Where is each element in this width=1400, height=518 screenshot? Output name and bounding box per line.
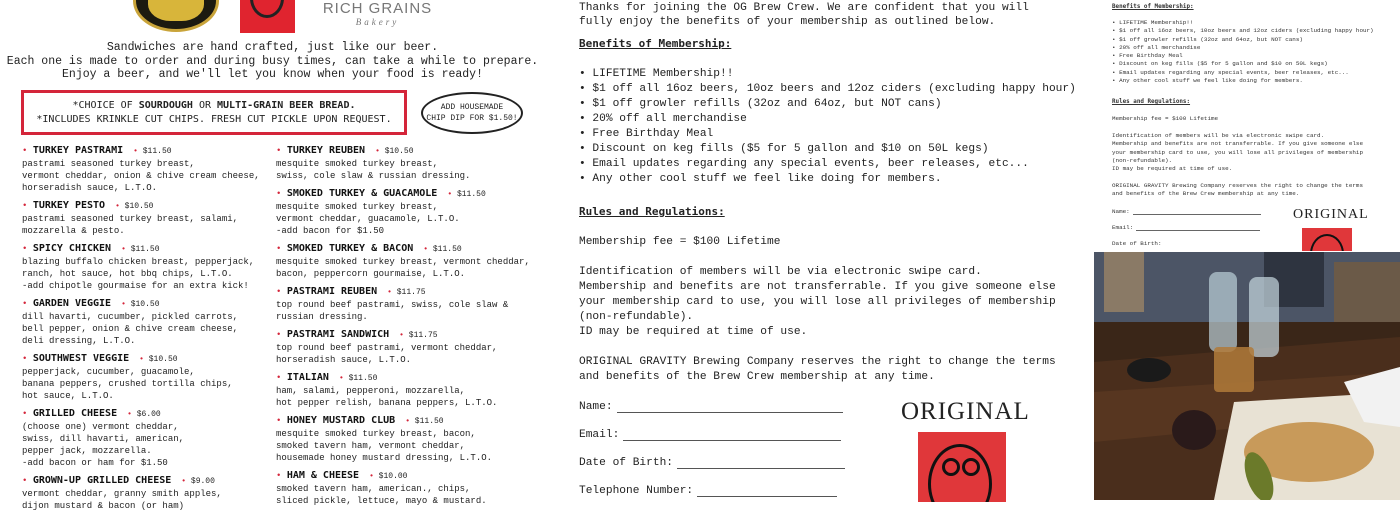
benefits-heading-small: Benefits of Membership: bbox=[1112, 4, 1194, 10]
bullet-icon: • bbox=[276, 244, 287, 254]
membership-fee: Membership fee = $100 Lifetime bbox=[579, 236, 781, 248]
menu-item-price: • $11.50 bbox=[423, 245, 461, 254]
menu-right-column bbox=[276, 145, 544, 513]
bread-notice bbox=[21, 90, 407, 135]
rules-heading: Rules and Regulations: bbox=[579, 205, 725, 218]
menu-item-price: • $10.00 bbox=[369, 472, 407, 481]
menu-item bbox=[22, 145, 284, 194]
menu-item-header bbox=[22, 243, 284, 256]
reserve-clause-small bbox=[1112, 182, 1363, 199]
email-line-small bbox=[1136, 224, 1260, 231]
dob-field[interactable] bbox=[677, 457, 845, 469]
benefit-item-small: • LIFETIME Membership!! bbox=[1112, 19, 1194, 26]
menu-item-description: smoked tavern ham, vermont cheddar, bbox=[276, 441, 466, 451]
menu-item-header bbox=[276, 372, 544, 385]
menu-intro bbox=[0, 41, 545, 82]
wallet bbox=[1127, 358, 1171, 382]
menu-item-price: • $10.50 bbox=[121, 300, 159, 309]
benefit-item: • Discount on keg fills ($5 for 5 gallon and $10 on 50L kegs) bbox=[579, 143, 989, 155]
bullet-icon: • bbox=[22, 244, 33, 254]
benefit-item: • $1 off growler refills (32oz and 64oz, but NOT cans) bbox=[579, 98, 942, 110]
menu-item-header bbox=[22, 353, 284, 366]
menu-item-name: GRILLED CHEESE bbox=[32, 408, 118, 419]
right-panel bbox=[1094, 0, 1400, 500]
og-logo-icon bbox=[918, 432, 1006, 502]
benefit-item-small: • $1 off all 16oz beers, 10oz beers and 12oz ciders (excluding happy hour) bbox=[1112, 27, 1374, 35]
menu-item-header bbox=[276, 145, 544, 158]
menu-item-name: PASTRAMI REUBEN bbox=[286, 286, 378, 297]
menu-item-description: -add bacon for $1.50 bbox=[276, 226, 385, 236]
menu-item bbox=[276, 145, 544, 182]
benefits-list bbox=[579, 67, 1076, 187]
menu-item bbox=[22, 353, 284, 402]
menu-item-description: mesquite smoked turkey breast, bacon, bbox=[276, 429, 476, 439]
menu-item-description: hot pepper relish, banana peppers, L.T.O. bbox=[276, 398, 498, 408]
menu-item-header bbox=[276, 243, 544, 256]
menu-item-description: mesquite smoked turkey breast, bbox=[276, 202, 439, 212]
menu-item bbox=[22, 408, 284, 469]
benefit-item: • LIFETIME Membership!! bbox=[579, 68, 734, 80]
menu-item-price: • $10.50 bbox=[139, 355, 177, 364]
menu-item-description: smoked tavern ham, american., chips, bbox=[276, 484, 471, 494]
menu-item bbox=[276, 372, 544, 409]
menu-item-description: russian dressing. bbox=[276, 312, 368, 322]
chip-dip-badge bbox=[421, 92, 523, 134]
bullet-icon: • bbox=[22, 299, 33, 309]
og-logo-icon-small bbox=[1302, 228, 1352, 251]
og-logo bbox=[240, 0, 295, 33]
menu-item-name: ITALIAN bbox=[286, 372, 329, 383]
rules-list-small bbox=[1112, 132, 1363, 173]
menu-item-description: vermont cheddar, onion & chive cream cheese, bbox=[22, 171, 260, 181]
menu-item bbox=[276, 243, 544, 280]
signup-form-small bbox=[1112, 208, 1261, 251]
menu-item-description: dill havarti, cucumber, pickled carrots, bbox=[22, 312, 239, 322]
menu-item bbox=[276, 329, 544, 366]
menu-item-price: • $9.00 bbox=[181, 477, 215, 486]
benefit-item: • Free Birthday Meal bbox=[579, 128, 714, 140]
reserve-clause bbox=[579, 355, 1056, 385]
bullet-icon: • bbox=[276, 416, 287, 426]
brewery-logo bbox=[133, 0, 219, 32]
name-field[interactable] bbox=[617, 401, 843, 413]
menu-item-description: mesquite smoked turkey breast, bbox=[276, 159, 439, 169]
bullet-icon: • bbox=[22, 476, 33, 486]
benefit-item-small: • Free Birthday Meal bbox=[1112, 52, 1183, 60]
rule-line: your membership card to use, you will lose all privileges of membership bbox=[579, 296, 1056, 308]
menu-item-description: dijon mustard & bacon (or ham) bbox=[22, 501, 185, 511]
menu-item-description: horseradish sauce, L.T.O. bbox=[276, 355, 412, 365]
menu-item-description: swiss, dill havarti, american, bbox=[22, 434, 185, 444]
menu-item-header bbox=[276, 286, 544, 299]
menu-item-price: • $6.00 bbox=[127, 410, 161, 419]
original-logo-text: ORIGINAL bbox=[901, 398, 1030, 425]
menu-item-description: top round beef pastrami, swiss, cole slaw & bbox=[276, 300, 509, 310]
menu-item-price: • $11.50 bbox=[405, 417, 443, 426]
menu-item-price: • $10.50 bbox=[375, 147, 413, 156]
bullet-icon: • bbox=[22, 146, 33, 156]
menu-item-description: deli dressing, L.T.O. bbox=[22, 336, 136, 346]
intro-line: Sandwiches are hand crafted, just like our beer. bbox=[106, 41, 439, 54]
benefit-item-small: • Discount on keg fills ($5 for 5 gallon and $10 on 50L kegs) bbox=[1112, 60, 1328, 68]
bullet-icon: • bbox=[276, 373, 287, 383]
rule-line: (non-refundable). bbox=[579, 311, 694, 323]
name-label-small: Name: bbox=[1112, 208, 1130, 215]
rule-line-small: ID may be required at time of use. bbox=[1112, 165, 1233, 173]
rule-line-small: Identification of members will be via electronic swipe card. bbox=[1112, 132, 1325, 139]
photo-illustration bbox=[1094, 252, 1400, 500]
menu-item-name: SOUTHWEST VEGGIE bbox=[32, 353, 130, 364]
reserve-line-small: ORIGINAL GRAVITY Brewing Company reserves the right to change the terms bbox=[1112, 182, 1363, 189]
water-bottle bbox=[1249, 277, 1279, 357]
menu-item-price: • $11.75 bbox=[387, 288, 425, 297]
rules-list bbox=[579, 265, 1056, 340]
notice-chips: *INCLUDES KRINKLE CUT CHIPS. FRESH CUT PICKLE UPON REQUEST. bbox=[36, 114, 392, 125]
menu-item bbox=[22, 243, 284, 292]
menu-item-description: horseradish sauce, L.T.O. bbox=[22, 183, 158, 193]
menu-item-description: sliced pickle, lettuce, mayo & mustard. bbox=[276, 496, 487, 506]
notice-sourdough: SOURDOUGH bbox=[138, 100, 193, 111]
telephone-field[interactable] bbox=[697, 485, 837, 497]
reserve-line: and benefits of the Brew Crew membership at any time. bbox=[579, 371, 935, 383]
menu-item-header bbox=[22, 145, 284, 158]
notice-text: *CHOICE OF bbox=[72, 100, 139, 111]
menu-item-price: • $10.50 bbox=[115, 202, 153, 211]
benefit-item: • Email updates regarding any special events, beer releases, etc... bbox=[579, 158, 1029, 170]
rules-heading-small: Rules and Regulations: bbox=[1112, 99, 1191, 105]
menu-item-description: ham, salami, pepperoni, mozzarella, bbox=[276, 386, 466, 396]
benefit-item: • Any other cool stuff we feel like doing for members. bbox=[579, 173, 942, 185]
menu-item-header bbox=[22, 475, 284, 488]
name-label: Name: bbox=[579, 401, 613, 413]
intro-line: Thanks for joining the OG Brew Crew. We are confident that you will bbox=[579, 2, 1029, 14]
menu-item-name: TURKEY PESTO bbox=[32, 200, 106, 211]
telephone-label: Telephone Number: bbox=[579, 485, 694, 497]
notice-text: OR bbox=[192, 100, 218, 111]
menu-item bbox=[276, 470, 544, 507]
menu-item-name: SPICY CHICKEN bbox=[32, 243, 112, 254]
email-field[interactable] bbox=[623, 429, 841, 441]
membership-fee-small: Membership fee = $100 Lifetime bbox=[1112, 115, 1219, 122]
menu-item-description: mozzarella & pesto. bbox=[22, 226, 125, 236]
bakery-subtitle: Bakery bbox=[355, 17, 400, 27]
coaster bbox=[1172, 410, 1216, 450]
rule-line-small: Membership and benefits are not transferrable. If you give someone else bbox=[1112, 140, 1363, 148]
membership-intro bbox=[579, 1, 1029, 29]
intro-line: fully enjoy the benefits of your membership as outlined below. bbox=[579, 16, 996, 28]
membership-document bbox=[560, 0, 1080, 500]
menu-item-description: bacon, peppercorn gourmaise, L.T.O. bbox=[276, 269, 466, 279]
bullet-icon: • bbox=[22, 201, 33, 211]
menu-item-header bbox=[22, 408, 284, 421]
intro-line: Each one is made to order and during busy times, can take a while to prepare. bbox=[6, 54, 539, 68]
sandwich-menu bbox=[0, 0, 545, 511]
menu-item-header bbox=[276, 415, 544, 428]
benefit-item: • $1 off all 16oz beers, 10oz beers and 12oz ciders (excluding happy hour) bbox=[579, 83, 1076, 95]
menu-item bbox=[22, 298, 284, 347]
menu-item-description: ranch, hot sauce, hot bbq chips, L.T.O. bbox=[22, 269, 233, 279]
menu-item-description: pastrami seasoned turkey breast, bbox=[22, 159, 195, 169]
menu-item bbox=[22, 200, 284, 237]
menu-item-description: (choose one) vermont cheddar, bbox=[22, 422, 179, 432]
bullet-icon: • bbox=[22, 409, 33, 419]
notice-multigrain: MULTI-GRAIN BEER BREAD. bbox=[217, 100, 356, 111]
menu-item-header bbox=[276, 470, 544, 483]
menu-item bbox=[276, 286, 544, 323]
menu-item-description: blazing buffalo chicken breast, pepperjack, bbox=[22, 257, 255, 267]
bakery-logo bbox=[310, 0, 445, 28]
menu-item-price: • $11.75 bbox=[399, 331, 437, 340]
bullet-icon: • bbox=[276, 287, 287, 297]
bullet-icon: • bbox=[276, 471, 287, 481]
menu-item-description: swiss, cole slaw & russian dressing. bbox=[276, 171, 471, 181]
name-line-small bbox=[1133, 208, 1261, 215]
menu-item-description: bell pepper, onion & chive cream cheese, bbox=[22, 324, 239, 334]
menu-item-name: SMOKED TURKEY & BACON bbox=[286, 243, 414, 254]
water-bottle bbox=[1209, 272, 1237, 352]
benefit-item: • 20% off all merchandise bbox=[579, 113, 747, 125]
dob-label: Date of Birth: bbox=[579, 457, 673, 469]
menu-item-name: GARDEN VEGGIE bbox=[32, 298, 112, 309]
rule-line: Identification of members will be via electronic swipe card. bbox=[579, 266, 982, 278]
menu-item-name: PASTRAMI SANDWICH bbox=[286, 329, 390, 340]
menu-item-header bbox=[22, 298, 284, 311]
menu-item-price: • $11.50 bbox=[133, 147, 171, 156]
menu-item bbox=[276, 188, 544, 237]
benefit-item-small: • Any other cool stuff we feel like doing for members. bbox=[1112, 77, 1303, 85]
menu-item-header bbox=[276, 329, 544, 342]
menu-item bbox=[22, 475, 284, 512]
bakery-name: RICH GRAINS bbox=[322, 0, 433, 17]
chip-dip-line: ADD HOUSEMADE bbox=[440, 103, 504, 112]
menu-item-price: • $11.50 bbox=[339, 374, 377, 383]
bullet-icon: • bbox=[276, 189, 287, 199]
bar-sandwich-photo bbox=[1094, 252, 1400, 500]
chip-dip-line: CHIP DIP FOR $1.50! bbox=[426, 114, 518, 123]
bullet-icon: • bbox=[276, 330, 287, 340]
menu-item-description: pepperjack, cucumber, guacamole, bbox=[22, 367, 195, 377]
intro-line: Enjoy a beer, and we'll let you know when your food is ready! bbox=[62, 68, 483, 81]
original-logo-text-small: ORIGINAL bbox=[1293, 207, 1369, 222]
menu-item-description: top round beef pastrami, vermont cheddar, bbox=[276, 343, 498, 353]
menu-item-description: mesquite smoked turkey breast, vermont cheddar, bbox=[276, 257, 530, 267]
menu-item-name: TURKEY REUBEN bbox=[286, 145, 366, 156]
menu-item-description: pepper jack, mozzarella. bbox=[22, 446, 152, 456]
rule-line: ID may be required at time of use. bbox=[579, 326, 808, 338]
email-label: Email: bbox=[579, 429, 620, 441]
menu-item-name: TURKEY PASTRAMI bbox=[32, 145, 124, 156]
dob-label-small: Date of Birth: bbox=[1112, 240, 1162, 247]
reserve-line: ORIGINAL GRAVITY Brewing Company reserves the right to change the terms bbox=[579, 356, 1056, 368]
reserve-line-small: and benefits of the Brew Crew membership at any time. bbox=[1112, 190, 1300, 198]
benefits-heading: Benefits of Membership: bbox=[579, 37, 732, 50]
menu-item-name: HAM & CHEESE bbox=[286, 470, 360, 481]
menu-item-price: • $11.50 bbox=[447, 190, 485, 199]
rule-line-small: (non-refundable). bbox=[1112, 156, 1173, 164]
benefit-item-small: • $1 off growler refills (32oz and 64oz, but NOT cans) bbox=[1112, 35, 1303, 43]
beer-glass bbox=[1214, 347, 1254, 392]
menu-item-description: -add chipotle gourmaise for an extra kick! bbox=[22, 281, 249, 291]
benefit-item-small: • 20% off all merchandise bbox=[1112, 43, 1201, 51]
menu-left-column bbox=[22, 145, 284, 518]
email-label-small: Email: bbox=[1112, 224, 1134, 231]
bullet-icon: • bbox=[22, 354, 33, 364]
menu-item-description: housemade honey mustard dressing, L.T.O. bbox=[276, 453, 493, 463]
benefits-list-small bbox=[1112, 19, 1374, 85]
benefit-item-small: • Email updates regarding any special events, beer releases, etc... bbox=[1112, 68, 1349, 76]
menu-item-header bbox=[22, 200, 284, 213]
menu-item-description: banana peppers, crushed tortilla chips, bbox=[22, 379, 233, 389]
menu-item-description: -add bacon or ham for $1.50 bbox=[22, 458, 168, 468]
menu-item-name: HONEY MUSTARD CLUB bbox=[286, 415, 396, 426]
menu-item bbox=[276, 415, 544, 464]
menu-item-name: GROWN-UP GRILLED CHEESE bbox=[32, 475, 172, 486]
rule-line-small: your membership card to use, you will lose all privileges of membership bbox=[1112, 148, 1363, 156]
signup-form bbox=[579, 401, 845, 513]
menu-item-name: SMOKED TURKEY & GUACAMOLE bbox=[286, 188, 438, 199]
bullet-icon: • bbox=[276, 146, 287, 156]
membership-document-thumbnail bbox=[1094, 0, 1400, 251]
menu-item-description: pastrami seasoned turkey breast, salami, bbox=[22, 214, 239, 224]
menu-item-description: vermont cheddar, granny smith apples, bbox=[22, 489, 222, 499]
menu-item-price: • $11.50 bbox=[121, 245, 159, 254]
menu-item-header bbox=[276, 188, 544, 201]
menu-item-description: vermont cheddar, guacamole, L.T.O. bbox=[276, 214, 460, 224]
rule-line: Membership and benefits are not transferrable. If you give someone else bbox=[579, 281, 1056, 293]
menu-item-description: hot sauce, L.T.O. bbox=[22, 391, 114, 401]
